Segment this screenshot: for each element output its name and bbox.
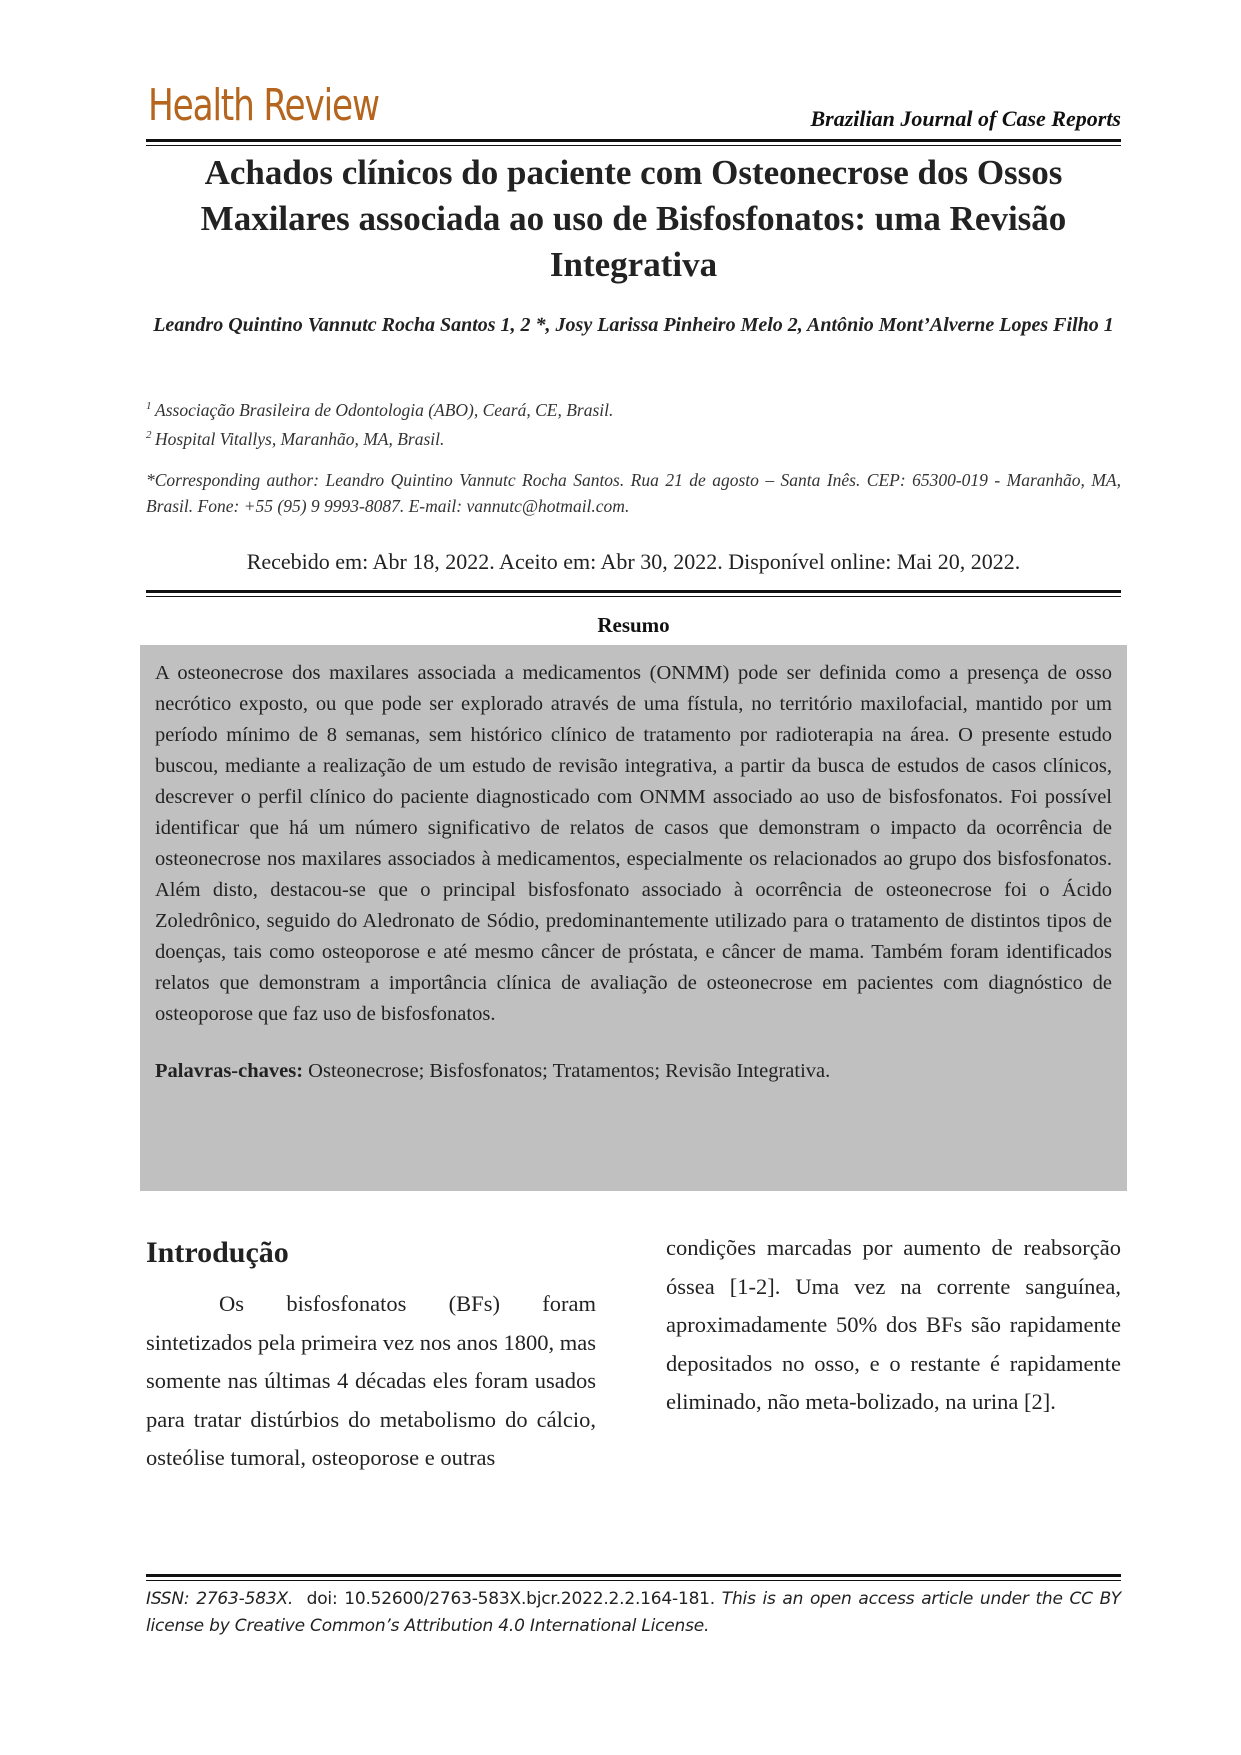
affiliation-text: Hospital Vitallys, Maranhão, MA, Brasil. — [155, 428, 445, 449]
article-title: Achados clínicos do paciente com Osteonecrose dos Ossos Maxilares associada ao uso de Bisfosfonatos: uma Revisão Integrativa — [200, 153, 1067, 284]
section-heading-introduction: Introdução — [146, 1236, 289, 1269]
abstract-text: A osteonecrose dos maxilares associada a medicamentos (ONMM) pode ser definida como a presença de osso necrótico exposto, ou que pode ser explorado através de uma fístula, no território maxilofacial, mantido por um período mínimo de 8 semanas, sem histórico clínico de tratamento por radioterapia na área. O presente estudo buscou, mediante a realização de um estudo de revisão integrativa, a partir da busca de estudos de casos clínicos, descrever o perfil clínico do paciente diagnosticado com ONMM associado ao uso de bisfosfonatos. Foi possível identificar que há um número significativo de relatos de casos que demonstram o impacto da ocorrência de osteonecrose nos maxilares associados à medicamentos, especialmente os relacionados ao grupo dos bisfosfonatos. Além disto, destacou-se que o principal bisfosfonato associado à ocorrência de osteonecrose foi o Ácido Zoledrônico, seguido do Aledronato de Sódio, predominantemente utilizado para o tratamento de distintos tipos de doenças, tais como osteoporose e até mesmo câncer de próstata, e câncer de mama. Também foram identificados relatos que demonstram a importância clínica de avaliação de osteonecrose em pacientes com diagnóstico de osteoporose que faz uso de bisfosfonatos. — [155, 662, 1112, 1025]
affiliation-number: 1 — [146, 400, 152, 412]
page-header — [146, 80, 1121, 140]
affiliation-text: Associação Brasileira de Odontologia (ABO), Ceará, CE, Brasil. — [155, 399, 614, 420]
publication-dates: Recebido em: Abr 18, 2022. Aceito em: Abr 30, 2022. Disponível online: Mai 20, 2022. — [246, 549, 1021, 574]
keywords-list: Osteonecrose; Bisfosfonatos; Tratamentos; Revisão Integrativa. — [308, 1060, 831, 1082]
article-page — [146, 0, 1121, 1755]
intro-paragraph-left: Os bisfosfonatos (BFs) foram sintetizados pela primeira vez nos anos 1800, mas somente nas últimas 4 décadas eles foram usados para tratar distúrbios do metabolismo do cálcio, osteólise tumoral, osteoporose e outras — [146, 1291, 596, 1470]
affiliations — [146, 394, 1121, 452]
keywords-line — [155, 1056, 1112, 1086]
left-column — [146, 1229, 596, 1478]
affiliation-number: 2 — [146, 428, 152, 441]
brand-logo: Health Review — [148, 80, 379, 131]
author-list: Leandro Quintino Vannutc Rocha Santos 1, 2 *, Josy Larissa Pinheiro Melo 2, Antônio Mont’Alverne Lopes Filho 1 — [153, 314, 1114, 336]
header-divider — [146, 139, 1121, 146]
keywords-label: Palavras-chaves: — [155, 1060, 304, 1082]
footer-doi: doi: 10.52600/2763-583X.bjcr.2022.2.2.164-181. — [306, 1589, 716, 1609]
intro-paragraph-right: condições marcadas por aumento de reabsorção óssea [1-2]. Uma vez na corrente sanguínea, aproximadamente 50% dos BFs são rapidamente depositados no osso, e o restante é rapidamente eliminado, não meta-bolizado, na urina [2]. — [666, 1235, 1121, 1414]
abstract-heading: Resumo — [597, 613, 670, 637]
footer-divider — [146, 1574, 1121, 1581]
right-column — [666, 1229, 1121, 1422]
affiliation-2 — [146, 423, 1121, 452]
footer-issn: ISSN: 2763-583X. — [146, 1589, 294, 1609]
footer-license: This is an open access article under the CC BY license by Creative Common’s Attribution 4.0 International License. — [146, 1589, 1121, 1636]
page-footer — [146, 1586, 1121, 1640]
corresponding-author: *Corresponding author: Leandro Quintino Vannutc Rocha Santos. Rua 21 de agosto – Santa Inês. CEP: 65300-019 - Maranhão, MA, Brasil. Fone: +55 (95) 9 9993-8087. E-mail: vannutc@hotmail.com. — [146, 470, 1121, 516]
abstract-box — [140, 645, 1127, 1191]
journal-name: Brazilian Journal of Case Reports — [810, 106, 1121, 131]
affiliation-1 — [146, 394, 1121, 423]
abstract-divider — [146, 590, 1121, 597]
